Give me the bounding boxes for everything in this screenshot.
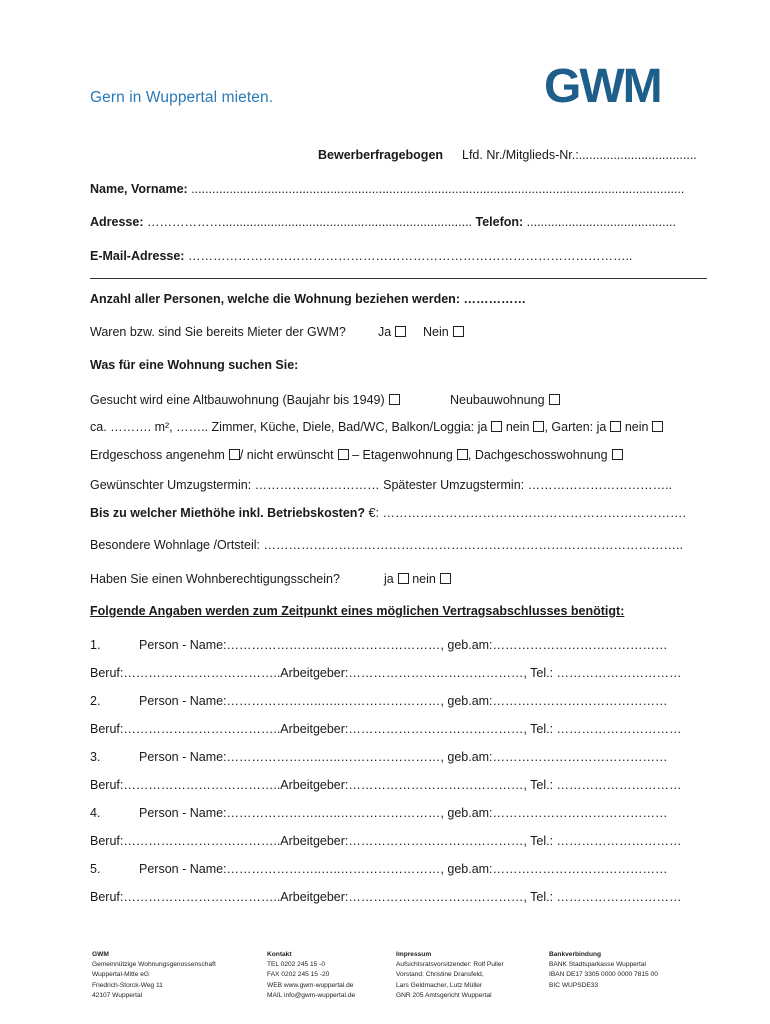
neubau-option[interactable]: Neubauwohnung xyxy=(450,393,560,407)
checkbox[interactable] xyxy=(389,394,400,405)
address-phone-field[interactable]: Adresse: ………………........................................................................ Telefon: ........................................... xyxy=(90,215,676,229)
person-job-row[interactable]: Beruf:………………………………..Arbeitgeber:……………………………………, Tel.: ………………………… xyxy=(90,834,682,848)
divider xyxy=(90,278,707,279)
checkbox xyxy=(612,449,623,460)
checkbox xyxy=(610,421,621,432)
checkbox xyxy=(338,449,349,460)
name-label: Name, Vorname: xyxy=(90,182,188,196)
checkbox xyxy=(491,421,502,432)
footer-bank: Bankverbindung BANK Stadtsparkasse Wuppertal IBAN DE17 3305 0000 0000 7815 00 BIC WUPSDE33 xyxy=(549,951,658,989)
tenant-question: Waren bzw. sind Sie bereits Mieter der GWM? xyxy=(90,325,346,339)
checkbox xyxy=(533,421,544,432)
tenant-ja[interactable]: Ja xyxy=(378,325,406,339)
apartment-heading: Was für eine Wohnung suchen Sie: xyxy=(90,358,299,372)
person-job-row[interactable]: Beruf:………………………………..Arbeitgeber:……………………………………, Tel.: ………………………… xyxy=(90,890,682,904)
contract-heading: Folgende Angaben werden zum Zeitpunkt eines möglichen Vertragsabschlusses benötigt: xyxy=(90,604,625,618)
checkbox xyxy=(398,573,409,584)
email-field[interactable]: E-Mail-Adresse: …………………………………………………………………………………………….. xyxy=(90,249,633,263)
person-name-row[interactable]: 2. Person - Name:…………………..…..……………………, geb.am:…………………………………… xyxy=(90,694,668,708)
checkbox[interactable] xyxy=(395,326,406,337)
form-title: Bewerberfragebogen xyxy=(318,148,444,162)
checkbox xyxy=(229,449,240,460)
location-field[interactable]: Besondere Wohnlage /Ortsteil: ……………………………………………………………………………………….. xyxy=(90,538,683,552)
checkbox xyxy=(457,449,468,460)
person-job-row[interactable]: Beruf:………………………………..Arbeitgeber:……………………………………, Tel.: ………………………… xyxy=(90,722,682,736)
person-name-row[interactable]: 5. Person - Name:…………………..…..……………………, geb.am:…………………………………… xyxy=(90,862,668,876)
checkbox[interactable] xyxy=(549,394,560,405)
name-dots: .............................................................................................................................................. xyxy=(187,182,685,196)
checkbox xyxy=(440,573,451,584)
checkbox[interactable] xyxy=(453,326,464,337)
persons-count-field[interactable]: Anzahl aller Personen, welche die Wohnung beziehen werden: …………… xyxy=(90,292,526,306)
move-date-field[interactable]: Gewünschter Umzugstermin: ………………………… Spätester Umzugstermin: …………………………….. xyxy=(90,478,673,492)
gwm-logo xyxy=(544,60,680,108)
person-name-row[interactable]: 3. Person - Name:…………………..…..……………………, geb.am:…………………………………… xyxy=(90,750,668,764)
person-name-row[interactable]: 1. Person - Name:…………………..…..……………………, geb.am:…………………………………… xyxy=(90,638,668,652)
name-field[interactable] xyxy=(90,182,684,196)
person-name-row[interactable]: 4. Person - Name:…………………..…..……………………, geb.am:…………………………………… xyxy=(90,806,668,820)
altbau-option[interactable]: Gesucht wird eine Altbauwohnung (Baujahr bis 1949) xyxy=(90,393,400,407)
wbs-options[interactable]: ja nein xyxy=(384,572,451,586)
person-job-row[interactable]: Beruf:………………………………..Arbeitgeber:……………………………………, Tel.: ………………………… xyxy=(90,666,682,680)
wbs-question: Haben Sie einen Wohnberechtigungsschein? xyxy=(90,572,340,586)
reference-number-field[interactable]: Lfd. Nr./Mitglieds-Nr.:.................................. xyxy=(462,148,697,162)
tagline: Gern in Wuppertal mieten. xyxy=(90,89,274,106)
tenant-nein[interactable]: Nein xyxy=(423,325,464,339)
floor-row[interactable]: Erdgeschoss angenehm / nicht erwünscht – Etagenwohnung , Dachgeschosswohnung xyxy=(90,448,623,462)
footer-imprint: Impressum Aufsichtsratsvorsitzender: Rolf Puller Vorstand: Christine Dransfeld, Lars Geldmacher, Lutz Müller GNR 205 Amtsgericht Wuppertal xyxy=(396,951,504,999)
logo-text: GWM xyxy=(544,60,661,108)
person-job-row[interactable]: Beruf:………………………………..Arbeitgeber:……………………………………, Tel.: ………………………… xyxy=(90,778,682,792)
footer-company: GWM Gemeinnützige Wohnungsgenossenschaft Wuppertal-Mitte eG Friedrich-Storck-Weg 11 42107 Wuppertal xyxy=(92,951,216,999)
size-row[interactable]: ca. ………. m², …….. Zimmer, Küche, Diele, Bad/WC, Balkon/Loggia: ja nein , Garten: ja nein xyxy=(90,420,663,434)
rent-field[interactable]: Bis zu welcher Miethöhe inkl. Betriebskosten? €: ………………………………………………………………. xyxy=(90,506,686,520)
footer-contact: Kontakt TEL 0202 245 15 -0 FAX 0202 245 15 -20 WEB www.gwm-wuppertal.de MAIL info@gwm-wuppertal.de xyxy=(267,951,356,999)
checkbox xyxy=(652,421,663,432)
